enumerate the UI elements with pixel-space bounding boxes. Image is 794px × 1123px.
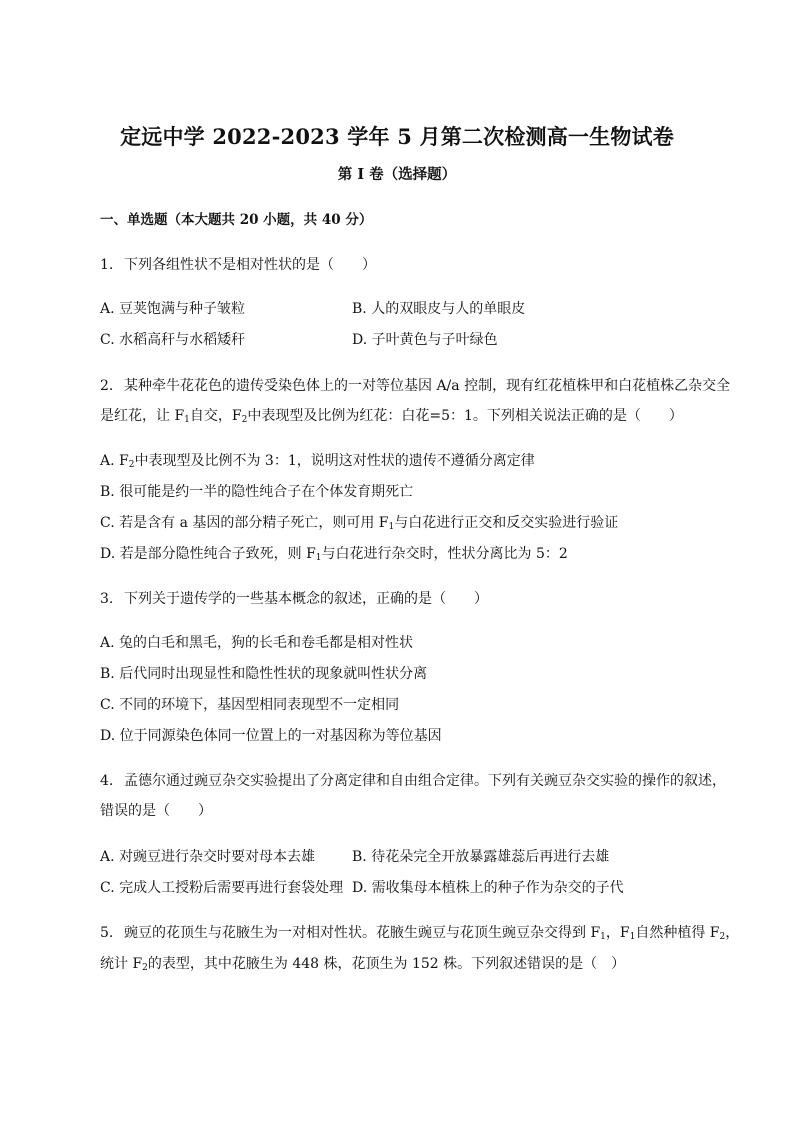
question-number: 5. xyxy=(100,925,114,941)
text-run: 是红花，让 F xyxy=(100,408,185,424)
question-text: 下列关于遗传学的一些基本概念的叙述，正确的是（ ） xyxy=(124,591,488,607)
question-1-option-c: C. 水稻高秆与水稻矮秆 xyxy=(100,332,246,348)
subscript: 2 xyxy=(719,932,726,942)
text-run: D. 若是部分隐性纯合子致死，则 F xyxy=(100,546,316,562)
question-text: 某种牵牛花花色的遗传受染色体上的一对等位基因 A/a 控制，现有红花植株甲和白花植株乙杂交全 xyxy=(124,378,731,394)
question-number: 4. xyxy=(100,773,114,789)
text-run: 统计 F xyxy=(100,956,143,972)
text-run: 自交，F xyxy=(189,408,242,424)
text-run: 与白花进行正交和反交实验进行验证 xyxy=(394,515,619,531)
text-run: 自然种植得 F xyxy=(635,925,720,941)
question-4-option-d: D. 需收集母本植株上的种子作为杂交的子代 xyxy=(352,880,624,896)
question-4-stem-line-2: 错误的是（ ） xyxy=(100,803,212,819)
question-text: 下列各组性状不是相对性状的是（ ） xyxy=(124,257,376,273)
subscript: 1 xyxy=(600,932,606,942)
question-4-stem-line-1 xyxy=(100,770,726,790)
question-4-option-a: A. 对豌豆进行杂交时要对母本去雄 xyxy=(100,849,316,865)
subscript: 1 xyxy=(184,415,190,425)
question-1-option-d: D. 子叶黄色与子叶绿色 xyxy=(352,332,498,348)
text-run: B. 很可能是约一半的隐性纯合子在个体发育期死亡 xyxy=(100,484,414,500)
page-subtitle: 第 I 卷（选择题） xyxy=(337,166,457,183)
question-2-stem-line-2 xyxy=(100,405,683,425)
subscript: 2 xyxy=(241,415,248,425)
question-2-option-a xyxy=(100,450,535,470)
question-3-stem xyxy=(100,588,488,608)
question-1-option-a: A. 豆荚饱满与种子皱粒 xyxy=(100,301,246,317)
question-1-option-b: B. 人的双眼皮与人的单眼皮 xyxy=(352,301,526,317)
question-2-option-d xyxy=(100,543,568,563)
text-run: 豌豆的花顶生与花腋生为一对相对性状。花腋生豌豆与花顶生豌豆杂交得到 F xyxy=(124,925,601,941)
question-4-option-b: B. 待花朵完全开放暴露雄蕊后再进行去雄 xyxy=(352,849,610,865)
question-5-stem-line-2 xyxy=(100,953,625,973)
question-2-option-b xyxy=(100,481,413,501)
question-number: 1. xyxy=(100,257,114,273)
question-3-option-d: D. 位于同源染色体同一位置上的一对基因称为等位基因 xyxy=(100,728,442,744)
page-title: 定远中学 2022-2023 学年 5 月第二次检测高一生物试卷 xyxy=(120,124,674,149)
text-run: 的表型，其中花腋生为 448 株，花顶生为 152 株。下列叙述错误的是（ ） xyxy=(147,956,626,972)
text-run: 中表现型及比例为红花：白花=5：1。下列相关说法正确的是（ ） xyxy=(247,408,683,424)
question-2-option-c xyxy=(100,512,618,532)
text-run: 与白花进行杂交时，性状分离比为 5：2 xyxy=(321,546,568,562)
question-4-option-c: C. 完成人工授粉后需要再进行套袋处理 xyxy=(100,880,344,896)
question-5-stem-line-1 xyxy=(100,922,739,942)
question-number: 2. xyxy=(100,378,114,394)
question-3-option-b: B. 后代同时出现显性和隐性性状的现象就叫性状分离 xyxy=(100,666,428,682)
section-heading: 一、单选题（本大题共 20 小题，共 40 分） xyxy=(100,212,373,228)
question-3-option-c: C. 不同的环境下，基因型相同表现型不一定相同 xyxy=(100,697,400,713)
text-run: 中表现型及比例不为 3：1，说明这对性状的遗传不遵循分离定律 xyxy=(134,453,535,469)
text-run: ，F xyxy=(605,925,630,941)
subscript: 2 xyxy=(142,963,148,973)
subscript: 2 xyxy=(128,460,135,470)
question-number: 3. xyxy=(100,591,114,607)
question-text: 孟德尔通过豌豆杂交实验提出了分离定律和自由组合定律。下列有关豌豆杂交实验的操作的叙述， xyxy=(124,773,726,789)
text-run: A. F xyxy=(100,453,129,469)
question-1-stem xyxy=(100,254,376,274)
subscript: 1 xyxy=(315,553,322,563)
text-run: ， xyxy=(725,925,740,941)
subscript: 1 xyxy=(388,522,395,532)
subscript: 1 xyxy=(629,932,636,942)
text-run: C. 若是含有 a 基因的部分精子死亡，则可用 F xyxy=(100,515,389,531)
question-2-stem-line-1 xyxy=(100,375,730,395)
question-3-option-a: A. 兔的白毛和黑毛，狗的长毛和卷毛都是相对性状 xyxy=(100,635,414,651)
